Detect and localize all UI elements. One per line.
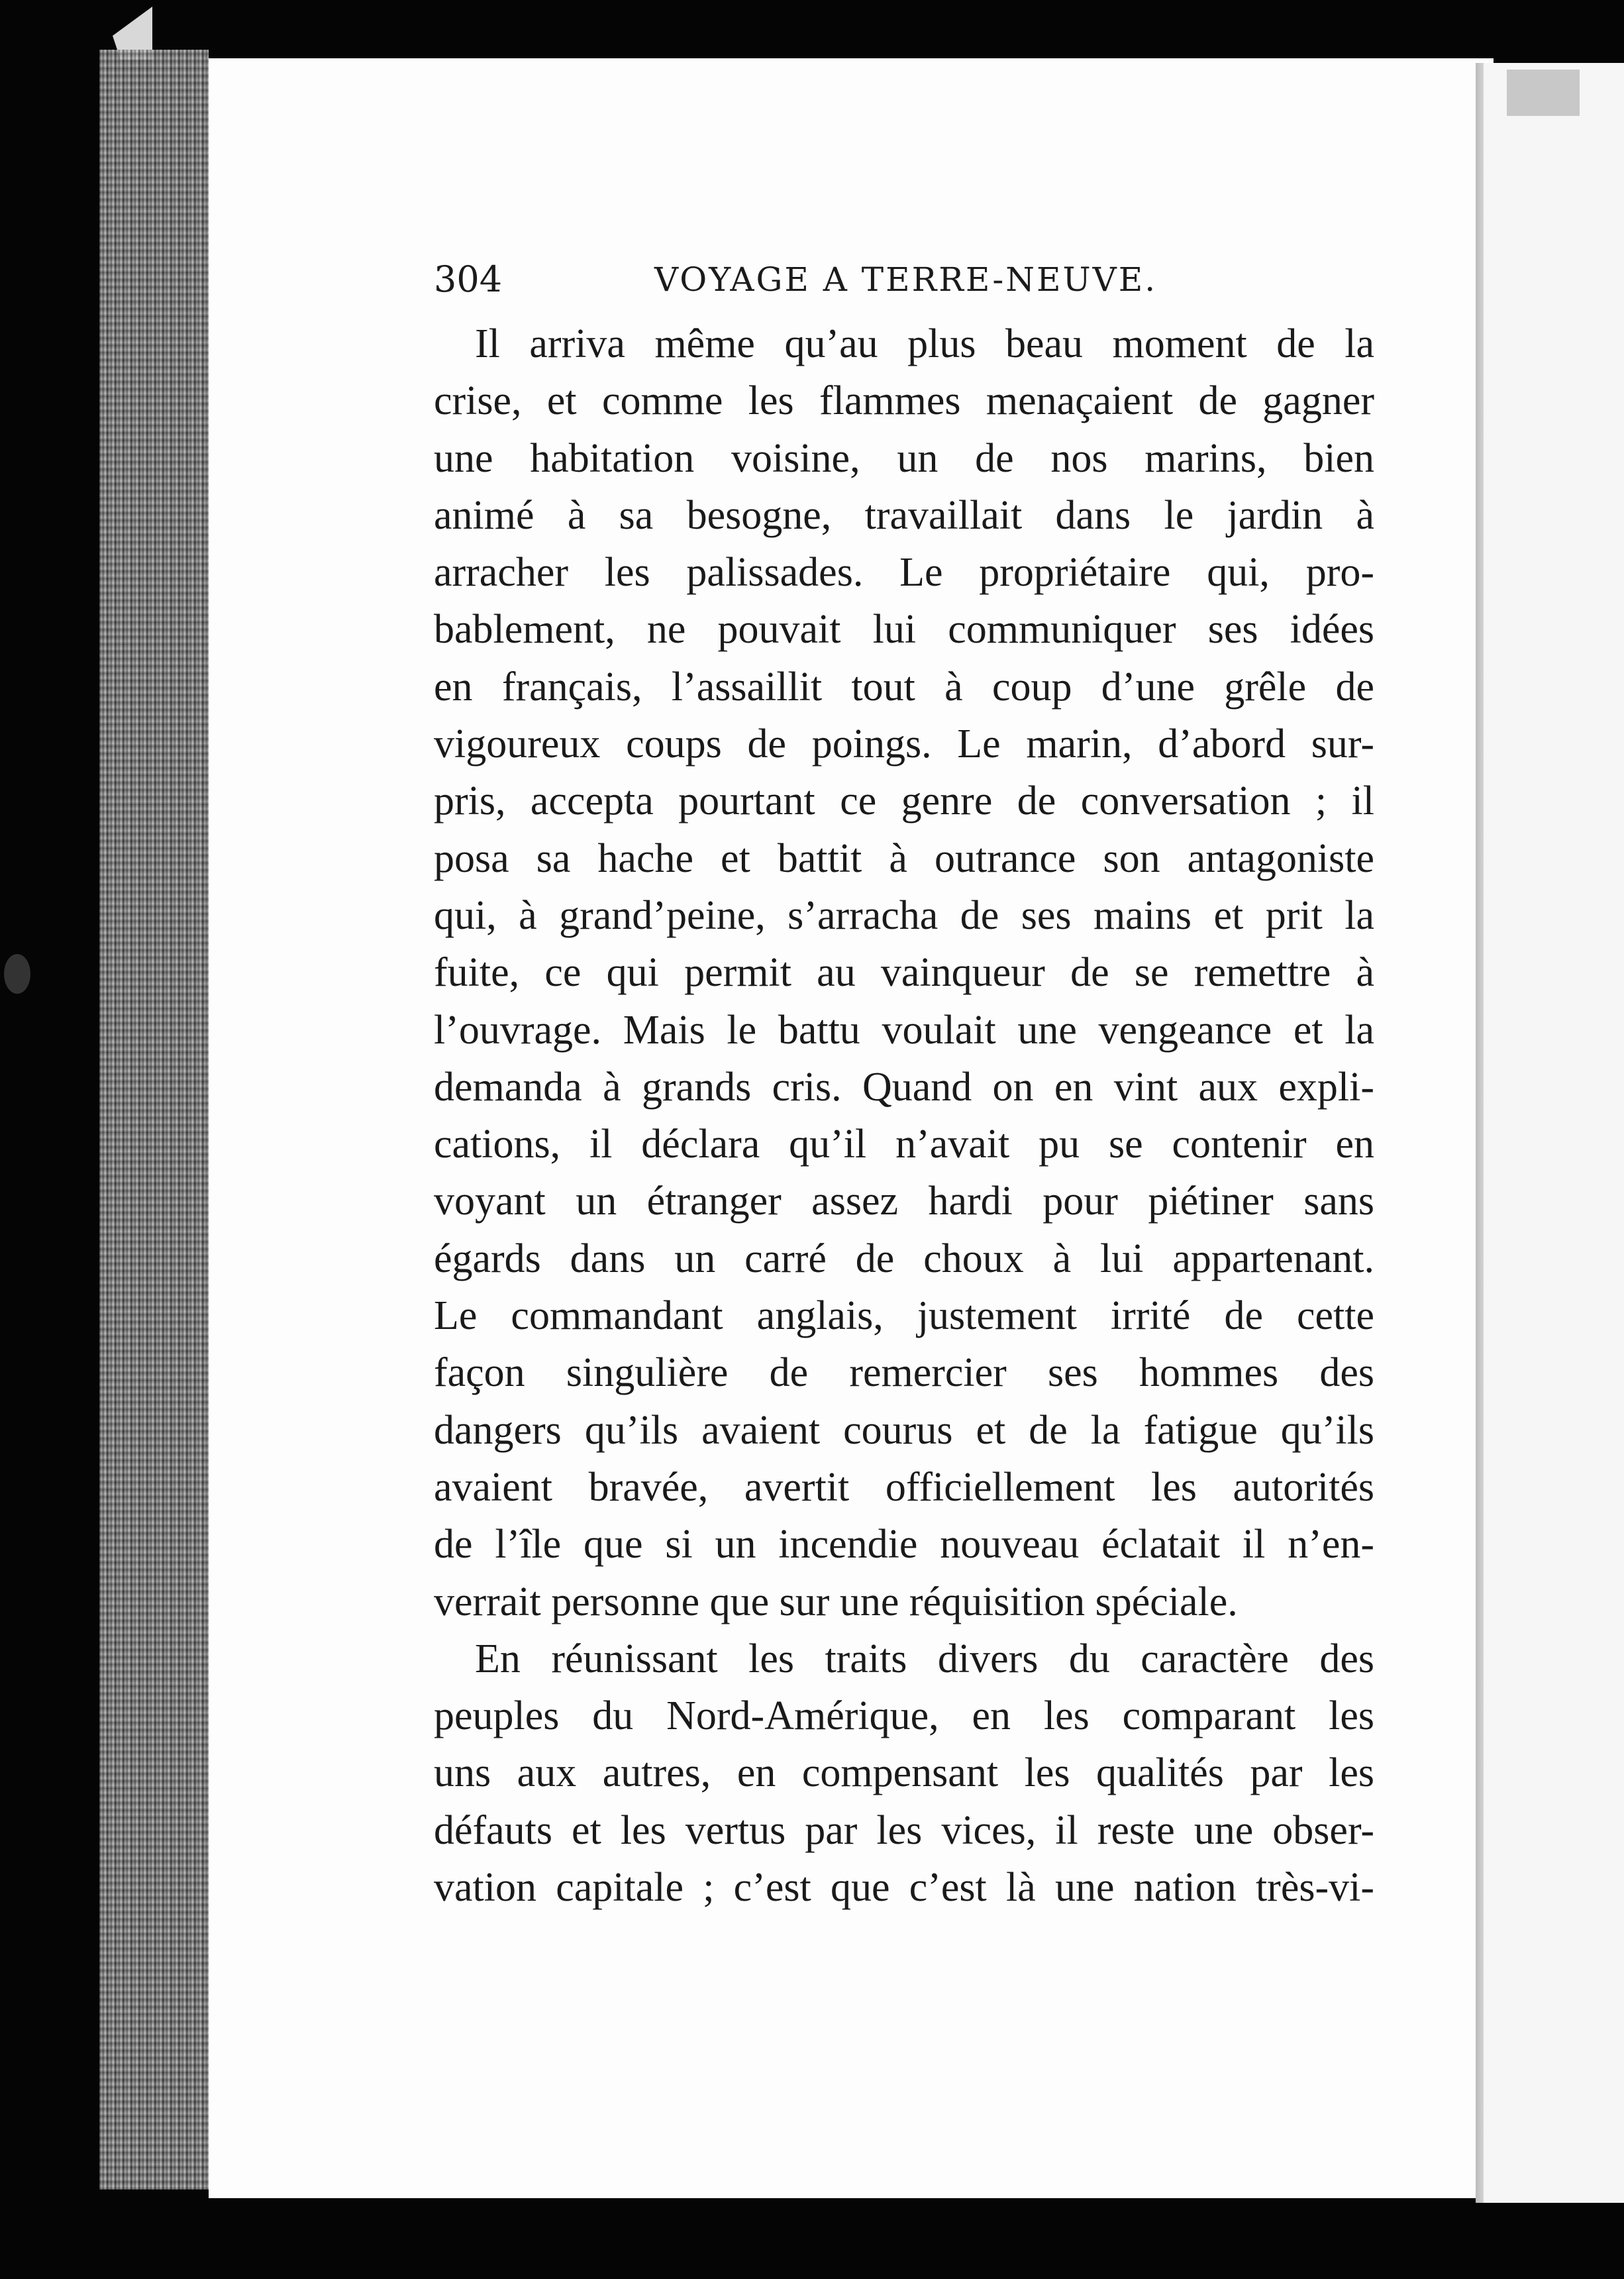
text-line: une habitation voisine, un de nos marins, bien: [434, 435, 1374, 481]
text-line: verrait personne que sur une réquisition spéciale.: [434, 1579, 1238, 1624]
page-number: 304: [434, 258, 503, 300]
running-head: VOYAGE A TERRE-NEUVE.: [654, 260, 1158, 299]
text-line: de l’île que si un incendie nouveau éclatait il n’en-: [434, 1522, 1374, 1567]
page-edge-stack: [99, 50, 209, 2190]
page-header: [434, 253, 1374, 313]
text-line: posa sa hache et battit à outrance son antagoniste: [434, 835, 1374, 881]
text-line: voyant un étranger assez hardi pour piétiner sans: [434, 1179, 1374, 1224]
text-line: crise, et comme les flammes menaçaient de gagner: [434, 378, 1374, 424]
text-line: façon singulière de remercier ses hommes des: [434, 1350, 1374, 1396]
text-line: cations, il déclara qu’il n’avait pu se contenir en: [434, 1122, 1374, 1167]
body-text: [434, 315, 1374, 1916]
text-line: qui, à grand’peine, s’arracha de ses mains et prit la: [434, 892, 1374, 938]
text-line: demanda à grands cris. Quand on en vint aux expli-: [434, 1064, 1374, 1110]
text-line: arracher les palissades. Le propriétaire qui, pro-: [434, 550, 1374, 596]
text-line: peuples du Nord-Amérique, en les comparant les: [434, 1693, 1374, 1739]
adjacent-page: [1484, 63, 1624, 2203]
text-line: égards dans un carré de choux à lui appartenant.: [434, 1236, 1374, 1281]
text-line: vation capitale ; c’est que c’est là une nation très-vi-: [434, 1865, 1374, 1911]
text-line: en français, l’assaillit tout à coup d’une grêle de: [434, 664, 1374, 710]
text-line: bablement, ne pouvait lui communiquer ses idées: [434, 607, 1374, 653]
text-line: pris, accepta pourtant ce genre de conversation ; il: [434, 778, 1374, 824]
text-line: Il arriva même qu’au plus beau moment de la: [475, 321, 1374, 366]
text-line: vigoureux coups de poings. Le marin, d’abord sur-: [434, 721, 1374, 767]
adjacent-page-tab: [1507, 70, 1580, 116]
text-line: animé à sa besogne, travaillait dans le jardin à: [434, 492, 1374, 538]
text-line: Le commandant anglais, justement irrité de cette: [434, 1293, 1374, 1339]
text-line: En réunissant les traits divers du caractère des: [475, 1636, 1374, 1681]
text-line: l’ouvrage. Mais le battu voulait une vengeance et la: [434, 1007, 1374, 1053]
text-line: avaient bravée, avertit officiellement les autorités: [434, 1464, 1374, 1510]
scan-artifact: [4, 954, 30, 994]
text-line: fuite, ce qui permit au vainqueur de se remettre à: [434, 950, 1374, 996]
text-line: défauts et les vertus par les vices, il reste une obser-: [434, 1807, 1374, 1853]
text-line: dangers qu’ils avaient courus et de la fatigue qu’ils: [434, 1407, 1374, 1453]
text-line: uns aux autres, en compensant les qualités par les: [434, 1750, 1374, 1796]
